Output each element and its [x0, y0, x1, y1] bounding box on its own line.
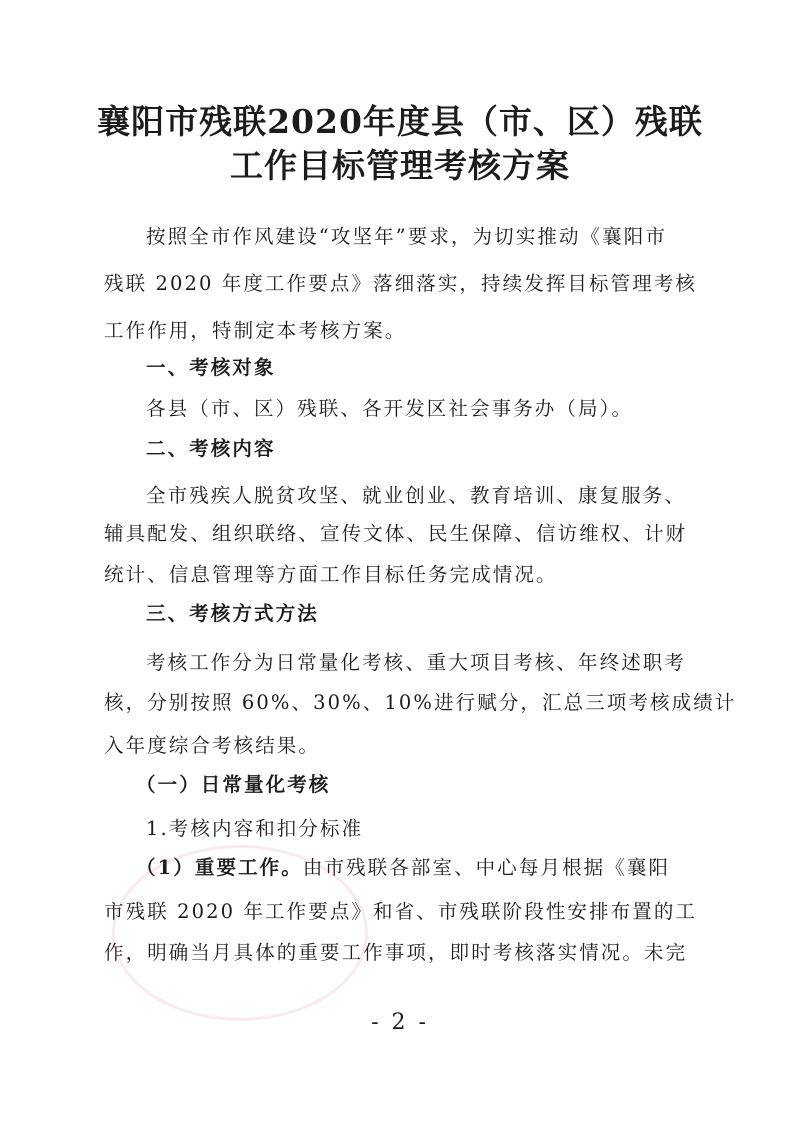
section-body-line: 入年度综合考核结果。 [104, 734, 321, 757]
section-body-line: 核，分别按照 60%、30%、10%进行赋分，汇总三项考核成绩计 [104, 691, 737, 714]
document-title-line-2: 工作目标管理考核方案 [230, 146, 570, 185]
intro-line: 残联 2020 年度工作要点》落细落实，持续发挥目标管理考核 [104, 272, 698, 295]
paragraph-lead: （1）重要工作。 [136, 856, 303, 879]
section-body-line: 统计、信息管理等方面工作目标任务完成情况。 [104, 563, 558, 586]
page-number: - 2 - [371, 1010, 429, 1035]
paragraph-line [136, 855, 736, 881]
paragraph-lead-rest: 由市残联各部室、中心每月根据《襄阳 [302, 856, 671, 879]
section-body-line: 各县（市、区）残联、各开发区社会事务办（局）。 [146, 397, 634, 420]
document-title-line-1: 襄阳市残联2020年度县（市、区）残联 [97, 102, 703, 141]
item-heading: 1.考核内容和扣分标准 [146, 817, 364, 840]
subsection-heading: （一）日常量化考核 [136, 773, 331, 796]
intro-line: 工作作用，特制定本考核方案。 [104, 319, 407, 342]
paragraph-line: 作，明确当月具体的重要工作事项，即时考核落实情况。未完 [104, 941, 688, 964]
section-heading: 二、考核内容 [146, 437, 276, 460]
section-heading: 三、考核方式方法 [146, 602, 319, 625]
section-body-line: 辅具配发、组织联络、宣传文体、民生保障、信访维权、计财 [104, 522, 688, 545]
section-heading: 一、考核对象 [146, 356, 276, 379]
paragraph-line: 市残联 2020 年工作要点》和省、市残联阶段性安排布置的工 [104, 900, 698, 923]
section-body-line: 考核工作分为日常量化考核、重大项目考核、年终述职考 [146, 651, 687, 674]
intro-line: 按照全市作风建设“攻坚年”要求，为切实推动《襄阳市 [146, 225, 667, 248]
section-body-line: 全市残疾人脱贫攻坚、就业创业、教育培训、康复服务、 [146, 484, 687, 507]
